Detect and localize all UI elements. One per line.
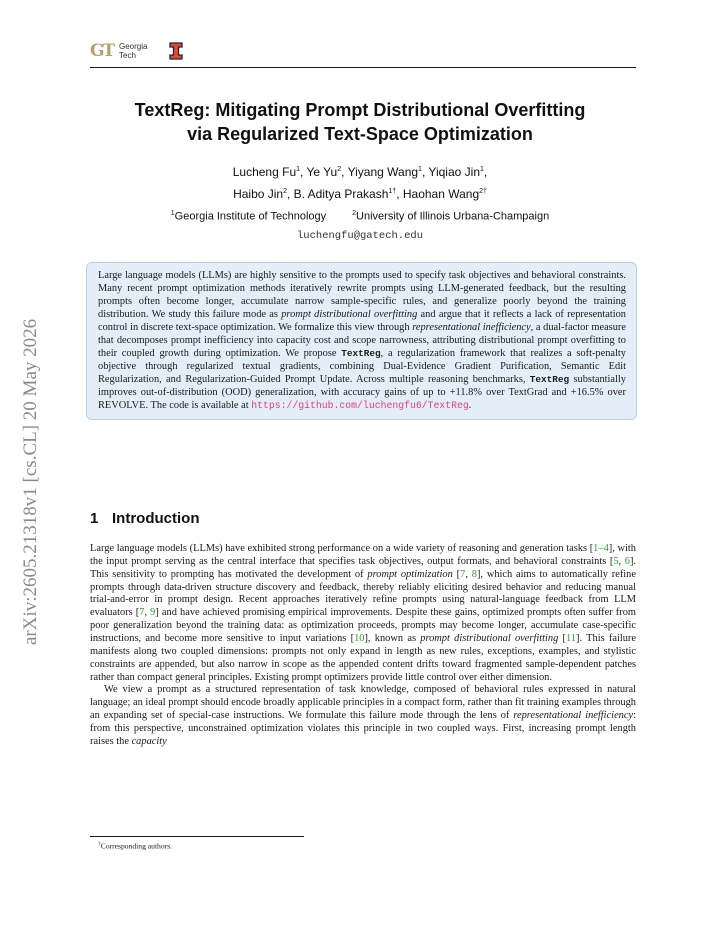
paragraph [90,684,636,748]
body-text: Large language models (LLMs) have exhibited strong performance on a wide variety of reasoning and generation tasks [ [90,543,594,554]
paper-title [90,98,630,146]
author: Haohan Wang [402,187,480,201]
body-emphasis: prompt optimization [367,568,453,580]
author-mark: 1 [296,166,301,173]
abstract-emphasis: representational inefficiency [412,322,531,334]
footnote-rule [90,836,304,837]
citation-link[interactable]: 11 [566,633,577,645]
abstract-text: substantially improves out-of-distribution (OOD) generalization, with accuracy gains of up to +11.8% over TextGrad and +16.5% over REVOLVE. The code is available at [98,374,626,412]
arxiv-identifier-stamp: arXiv:2605.21318v1 [cs.CL] 20 May 2026 [20,318,41,645]
gt-wordmark [119,43,147,60]
abstract-box [86,262,637,420]
footnote [98,839,172,852]
section-number: 1 [90,510,99,527]
affiliation-mark: 2 [352,210,357,217]
title-line-1: TextReg: Mitigating Prompt Distributional Overfitting [134,100,586,120]
section-heading [90,510,199,527]
affiliation: Georgia Institute of Technology [174,210,327,223]
body-text: We view a prompt as a structured representation of task knowledge, composed of behavioral rules expressed in natural language; an ideal prompt should encode broadly applicable principles in a compact form, rather than fit training examples through an expanding set of special-case instructions. We formulate this failure mode through the lens of [90,684,636,722]
body-emphasis: prompt distributional overfitting [420,633,559,645]
author: Lucheng Fu [232,165,297,179]
footnote-text: Corresponding authors. [100,841,173,851]
header-rule [90,67,636,68]
abstract-emphasis: prompt distributional overfitting [281,309,418,321]
body-text: : from this perspective, unconstrained optimization violates this principle in two coupled ways. First, increasing prompt length raises the [90,710,636,747]
abstract-text: . [468,400,472,412]
footnote-mark: † [98,841,101,847]
body-text: [ [558,633,567,645]
abstract-text: and argue that it reflects a lack of representation control in discrete text-space optimization. We formalize this view through [98,309,626,334]
author-mark: 1 [480,166,484,173]
body-text: , [144,607,151,619]
author-mark: 2† [479,188,487,195]
georgia-tech-logo [90,40,162,62]
citation-link[interactable]: 10 [354,633,365,645]
citation-link[interactable]: 8 [471,568,477,580]
body-text: [ [452,568,461,580]
affiliation: University of Illinois Urbana-Champaign [356,210,550,223]
author: Ye Yu [306,165,338,179]
method-name: TextReg [529,374,570,386]
citation-link[interactable]: 5 [613,555,619,567]
affiliations [90,207,630,224]
body-text: ] and have achieved promising empirical improvements. Despite these gains, optimized prompts often suffer from poor generalization beyond the training data: as optimization proceeds, prompts may become longer, accumulate case-specific instructions, and become more sensitive to input variations [ [90,607,636,645]
body-text: ], with the input prompt serving as the central interface that specifies task objectives, output formats, and behavioral constraints [ [90,543,636,567]
method-name: TextReg [341,348,381,360]
body-emphasis: representational inefficiency [513,710,634,722]
body-text: , [618,555,625,567]
author-mark: 2 [337,166,342,173]
body-emphasis: capacity [131,735,167,747]
gt-wordmark-line-2: Tech [119,50,136,60]
abstract-text: Large language models (LLMs) are highly sensitive to the prompts used to specify task objectives and behavioral constraints. Many recent prompt optimization methods iteratively rewrite prompts using LLM-generated feedback, but the resulting prompts often become longer, accumulate narrow sample-specific rules, and generalize poorly beyond the training distribution. We study this failure mode as [98,270,626,321]
author: B. Aditya Prakash [293,187,389,201]
citation-link[interactable]: 1–4 [593,543,609,554]
body-text: ]. This failure manifests along two coupled dimensions: prompts not only expand in length as new rules, exceptions, examples, and stylistic constraints are appended, but also narrow in scope as the appended content drifts toward fragmented sample-dependent patches rather than compact general principles. Existing prompt optimizers provide little control over either dimension. [90,633,637,683]
abstract-text: , a dual-factor measure that decomposes prompt inefficiency into capacity cost and scope narrowness, attributing distributional prompt overfitting to their coupled growth during optimization. We propose [98,322,626,360]
author-mark: 1† [388,188,397,195]
author: Yiqiao Jin [428,165,480,179]
citation-link[interactable]: 7 [139,607,145,619]
introduction-body [90,543,636,749]
citation-link[interactable]: 9 [150,607,156,619]
author-list: Lucheng Fu$^1$, Ye Yu$^2$, Yiyang Wang$^1$, Yiqiao Jin$^1$, Haibo Jin$^2$, B. Aditya Prakash$^{1\dagger}$, Haohan Wang$^{2\dagger}$ [232,165,488,201]
author-mark: 2 [283,188,287,195]
gt-wordmark-line-1: Georgia [119,42,148,51]
contact-email[interactable]: luchengfu@gatech.edu [296,230,424,242]
body-text: ]. This sensitivity to prompting has motivated the development of [90,555,636,580]
citation-link[interactable]: 6 [624,555,630,567]
body-text: ], which aims to automatically refine prompts through data-driven structure discovery and feedback, thereby reliably eliciting desired behavior and reducing manual trial-and-error in prompt design. Recent approaches iteratively refine prompts using natural-language feedback from LLM evaluators [ [90,568,636,619]
paragraph [90,543,636,684]
author: Yiyang Wang [347,165,419,179]
affiliation-mark: 1 [170,210,175,217]
citation-link[interactable]: 7 [460,568,466,580]
illinois-block-i-logo [169,42,183,60]
code-repository-link[interactable]: https://github.com/luchengfu6/TextReg [251,400,469,412]
author: Haibo Jin [233,187,284,201]
body-text: ], known as [364,633,421,645]
section-title: Introduction [112,510,200,527]
abstract-text: , a regularization framework that realizes a soft-penalty objective through regularized textual gradients, combining Dual-Evidence Gradient Purification, Semantic Edit Regularization, and Regularization-Guided Prompt Update. Across multiple reasoning benchmarks, [98,348,626,386]
author-mark: 1 [418,166,422,173]
body-text: , [465,568,472,580]
title-line-2: via Regularized Text-Space Optimization [187,124,533,144]
gt-monogram: GT [90,41,114,61]
